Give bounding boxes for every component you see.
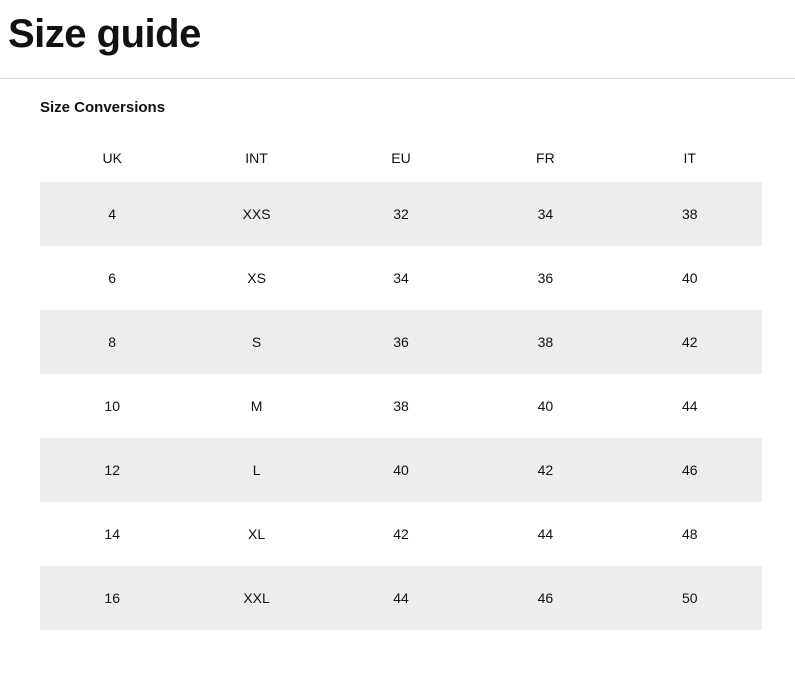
table-body xyxy=(40,182,762,630)
cell-it: 50 xyxy=(618,566,762,630)
cell-uk: 16 xyxy=(40,566,184,630)
cell-fr: 34 xyxy=(473,182,617,246)
cell-fr: 38 xyxy=(473,310,617,374)
cell-it: 38 xyxy=(618,182,762,246)
cell-eu: 36 xyxy=(329,310,473,374)
title-divider xyxy=(0,78,795,79)
column-header-int: INT xyxy=(184,138,328,182)
cell-it: 42 xyxy=(618,310,762,374)
cell-uk: 4 xyxy=(40,182,184,246)
cell-it: 46 xyxy=(618,438,762,502)
cell-it: 48 xyxy=(618,502,762,566)
cell-it: 44 xyxy=(618,374,762,438)
cell-eu: 34 xyxy=(329,246,473,310)
cell-uk: 6 xyxy=(40,246,184,310)
cell-fr: 44 xyxy=(473,502,617,566)
column-header-it: IT xyxy=(618,138,762,182)
table-row xyxy=(40,438,762,502)
table-row xyxy=(40,246,762,310)
cell-uk: 14 xyxy=(40,502,184,566)
table-row xyxy=(40,374,762,438)
cell-uk: 12 xyxy=(40,438,184,502)
cell-eu: 32 xyxy=(329,182,473,246)
cell-int: XL xyxy=(184,502,328,566)
table-header xyxy=(40,138,762,182)
column-header-eu: EU xyxy=(329,138,473,182)
column-header-fr: FR xyxy=(473,138,617,182)
cell-fr: 42 xyxy=(473,438,617,502)
cell-eu: 42 xyxy=(329,502,473,566)
table-header-row xyxy=(40,138,762,182)
table-row xyxy=(40,502,762,566)
size-guide-page xyxy=(0,12,795,675)
cell-int: XS xyxy=(184,246,328,310)
size-conversions-table-wrapper xyxy=(40,138,762,630)
page-title: Size guide xyxy=(8,12,201,56)
cell-int: XXL xyxy=(184,566,328,630)
section-title: Size Conversions xyxy=(40,99,166,116)
cell-int: M xyxy=(184,374,328,438)
cell-int: XXS xyxy=(184,182,328,246)
cell-int: L xyxy=(184,438,328,502)
cell-int: S xyxy=(184,310,328,374)
cell-uk: 8 xyxy=(40,310,184,374)
table-row xyxy=(40,566,762,630)
cell-eu: 44 xyxy=(329,566,473,630)
cell-fr: 40 xyxy=(473,374,617,438)
cell-fr: 36 xyxy=(473,246,617,310)
column-header-uk: UK xyxy=(40,138,184,182)
cell-eu: 40 xyxy=(329,438,473,502)
cell-eu: 38 xyxy=(329,374,473,438)
size-conversions-table xyxy=(40,138,762,630)
cell-uk: 10 xyxy=(40,374,184,438)
table-row xyxy=(40,182,762,246)
table-row xyxy=(40,310,762,374)
cell-fr: 46 xyxy=(473,566,617,630)
cell-it: 40 xyxy=(618,246,762,310)
